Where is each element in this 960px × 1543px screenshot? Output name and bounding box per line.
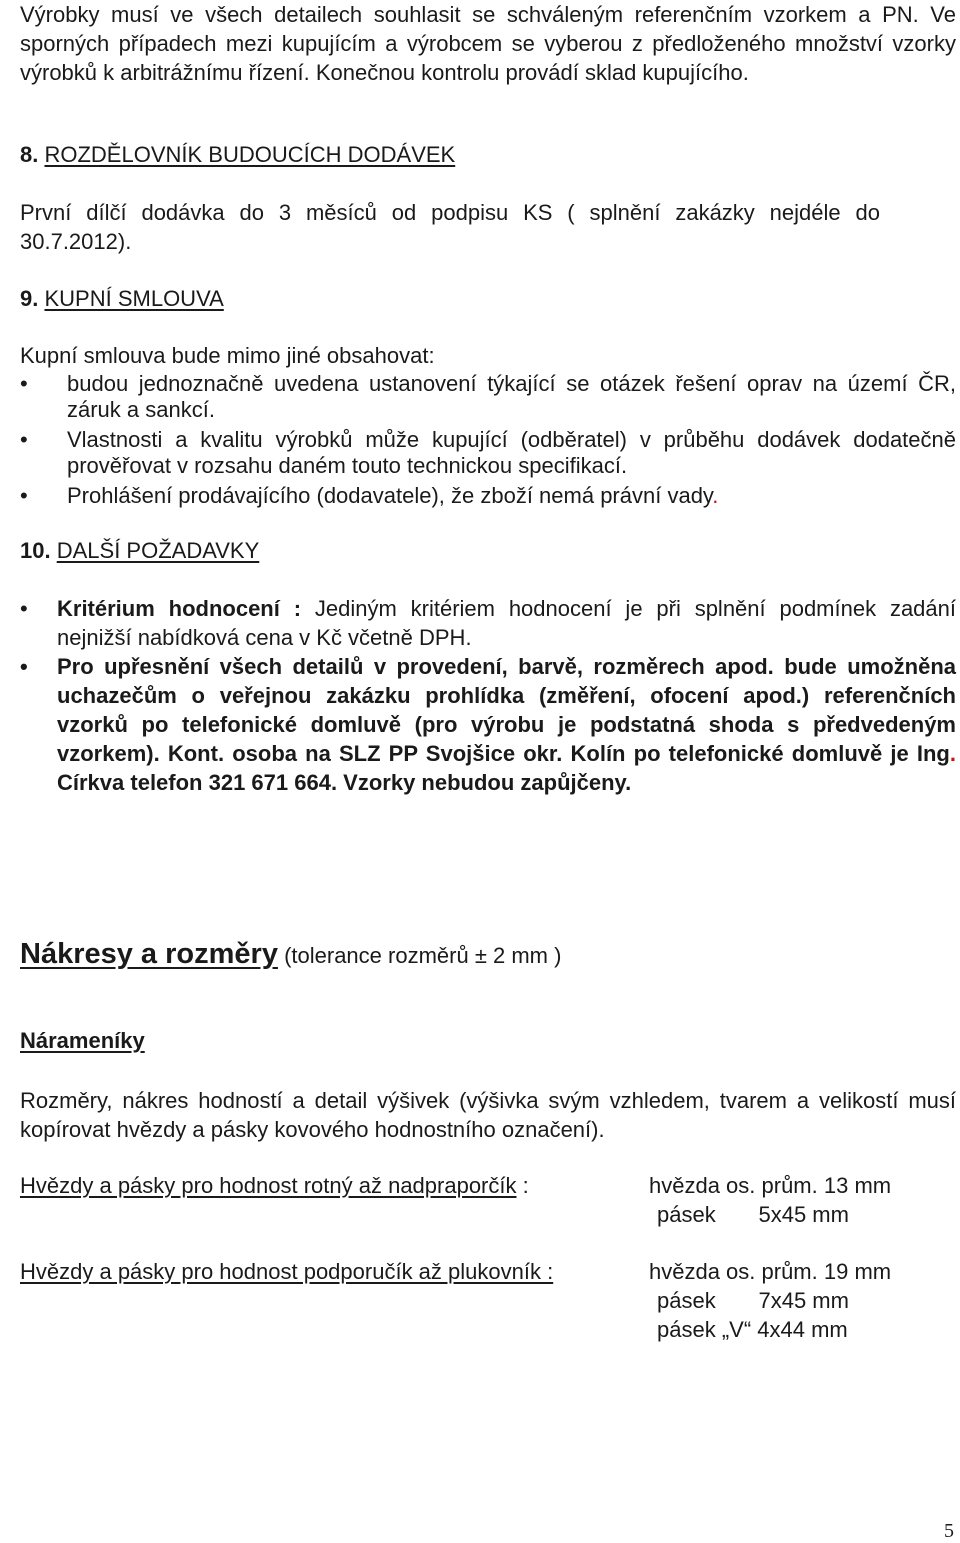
- rank-row-1-spec-1: hvězda os. prům. 13 mm: [649, 1173, 892, 1198]
- criterion-label: Kritérium hodnocení :: [57, 596, 302, 621]
- section-8-number: 8.: [20, 142, 39, 167]
- section-8-heading: [20, 140, 455, 169]
- intro-paragraph: Výrobky musí ve všech detailech souhlasit se schváleným referenčním vzorkem a PN. Ve sporných případech mezi kupujícím a výrobcem se vyberou z předloženého množství vzorky výrobků k arbitrážnímu řízení. Konečnou kontrolu provádí sklad kupujícího.: [20, 2, 956, 85]
- drawings-tolerance: (tolerance rozměrů ± 2 mm ): [284, 943, 562, 968]
- rank-row-2-spec-2: pásek 7x45 mm: [657, 1288, 849, 1313]
- drawings-heading: [20, 938, 561, 971]
- bullet-text: budou jednoznačně uvedena ustanovení týkající se otázek řešení oprav na území ČR, záruk a sankcí.: [67, 371, 956, 422]
- section-10-number: 10.: [20, 538, 51, 563]
- inspection-text-part1: Pro upřesnění všech detailů v provedení, barvě, rozměrech apod. bude umožněna uchazečům o veřejnou zakázku prohlídka (změření, ofocení apod.) referenčních vzorků po telefonické domluvě (pro výrobu je podstatná shoda s předvedeným vzorkem). Kont. osoba na SLZ PP Svojšice okr. Kolín po telefonické domluvě je Ing: [57, 654, 956, 766]
- page-number: 5: [944, 1520, 954, 1542]
- section-10-heading: [20, 536, 259, 565]
- section-8-title: ROZDĚLOVNÍK BUDOUCÍCH DODÁVEK: [44, 142, 456, 167]
- section-9-lead: Kupní smlouva bude mimo jiné obsahovat:: [20, 343, 435, 368]
- section-10-bullet-1: [20, 594, 956, 652]
- bullet-icon: •: [20, 596, 28, 621]
- bullet-period: .: [712, 483, 719, 508]
- section-9-heading: [20, 284, 224, 313]
- section-9-bullet-list: [20, 371, 956, 514]
- epaulettes-subtitle: Nárameníky: [20, 1028, 145, 1053]
- rank-row-2-spec-3: pásek „V“ 4x44 mm: [657, 1317, 848, 1342]
- bullet-icon: •: [20, 483, 28, 508]
- section-9-title: KUPNÍ SMLOUVA: [44, 286, 224, 311]
- criterion-text: Jediným kritériem hodnocení je při splnění podmínek zadání nejnižší nabídková cena v Kč včetně DPH.: [57, 596, 956, 650]
- drawings-title: Nákresy a rozměry: [20, 938, 278, 970]
- section-8-text: První dílčí dodávka do 3 měsíců od podpisu KS ( splnění zakázky nejdéle do 30.7.2012).: [20, 200, 880, 254]
- bullet-icon: •: [20, 654, 28, 679]
- rank-row-1-label: [20, 1171, 529, 1200]
- bullet-text: Prohlášení prodávajícího (dodavatele), že zboží nemá právní vady: [67, 483, 713, 508]
- section-10-title: DALŠÍ POŽADAVKY: [56, 538, 260, 563]
- rank-row-1-spec-2: pásek 5x45 mm: [657, 1202, 849, 1227]
- inspection-red-period: .: [949, 741, 956, 766]
- rank-row-2-text: Hvězdy a pásky pro hodnost podporučík až plukovník :: [20, 1259, 554, 1284]
- epaulettes-description: Rozměry, nákres hodností a detail výšivek (výšivka svým vzhledem, tvarem a velikostí musí kopírovat hvězdy a pásky kovového hodnostního označení).: [20, 1088, 956, 1142]
- section-10-bullet-2: [20, 652, 956, 797]
- section-9-bullet-3: [20, 483, 956, 509]
- rank-row-2-spec-1: hvězda os. prům. 19 mm: [649, 1259, 892, 1284]
- rank-row-1-colon: :: [516, 1173, 529, 1198]
- rank-row-2-label: [20, 1257, 553, 1286]
- bullet-icon: •: [20, 427, 28, 452]
- section-9-bullet-2: [20, 427, 956, 478]
- section-9-bullet-1: [20, 371, 956, 422]
- inspection-text-part2: Církva telefon 321 671 664. Vzorky nebudou zapůjčeny.: [57, 770, 632, 795]
- bullet-text: Vlastnosti a kvalitu výrobků může kupující (odběratel) v průběhu dodávek dodatečně prověřovat v rozsahu daném touto technickou specifikací.: [67, 427, 956, 478]
- bullet-icon: •: [20, 371, 28, 396]
- rank-row-1-text: Hvězdy a pásky pro hodnost rotný až nadpraporčík: [20, 1173, 517, 1198]
- section-10-bullet-list: [20, 594, 956, 797]
- section-9-number: 9.: [20, 286, 39, 311]
